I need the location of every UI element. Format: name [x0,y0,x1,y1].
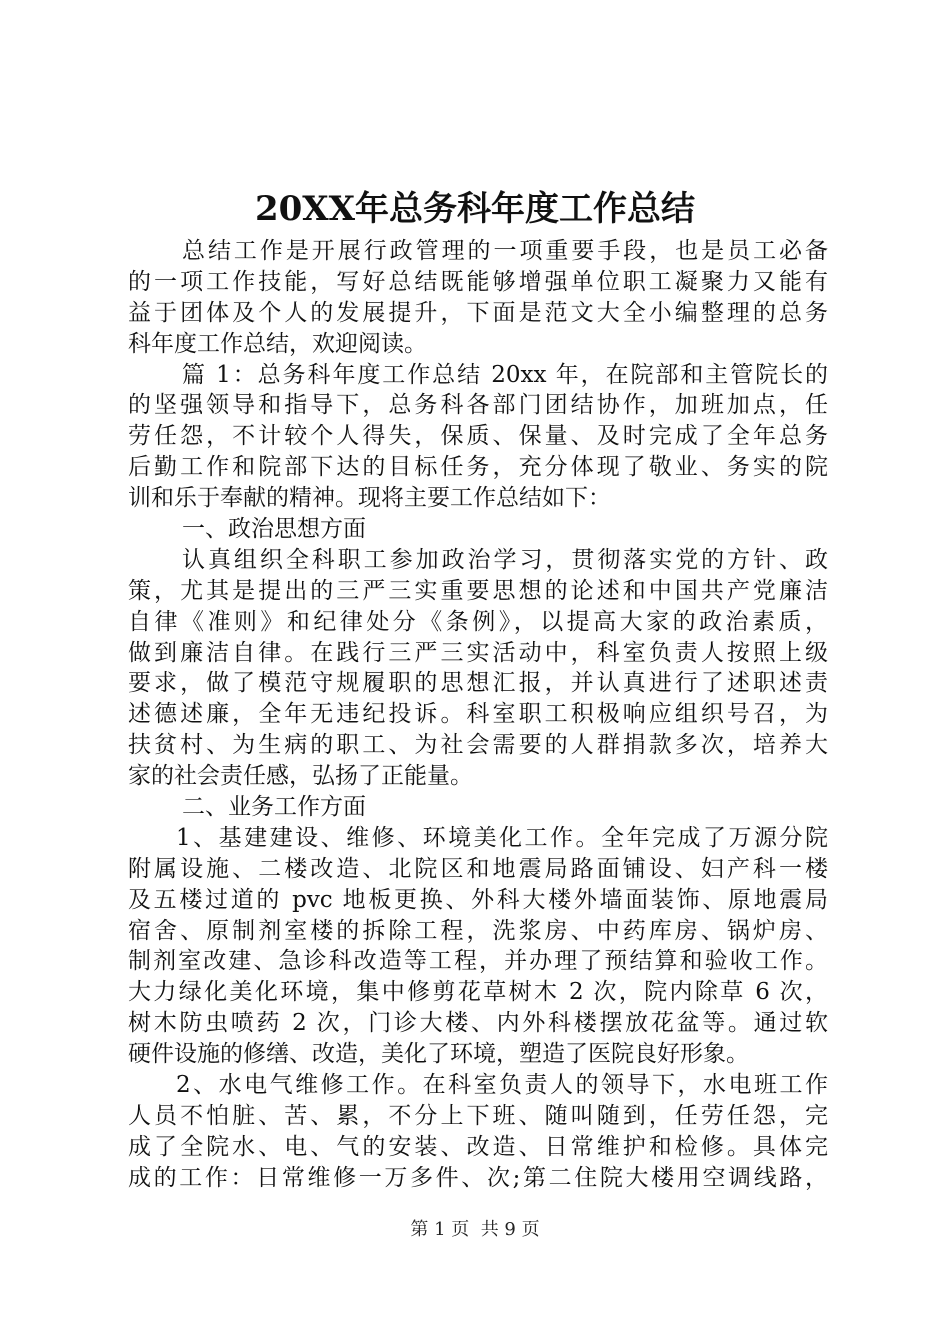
body-line: 扶贫村、为生病的职工、为社会需要的人群捐款多次，培养大 [128,732,828,759]
body-line: 益于团体及个人的发展提升，下面是范文大全小编整理的总务 [128,299,828,326]
body-line: 总结工作是开展行政管理的一项重要手段，也是员工必备 [182,238,828,264]
section-heading: 二、业务工作方面 [182,794,366,821]
document-title: 20XX年总务科年度工作总结 [254,189,696,229]
body-line: 2、水电气维修工作。在科室负责人的领导下，水电班工作 [176,1072,828,1099]
body-line: 要求，做了模范守规履职的思想汇报，并认真进行了述职述责 [128,670,828,697]
body-line: 宿舍、原制剂室楼的拆除工程，洗浆房、中药库房、锅炉房、 [128,917,828,944]
body-line: 成了全院水、电、气的安装、改造、日常维护和检修。具体完 [128,1133,828,1160]
body-line: 人员不怕脏、苦、累，不分上下班、随叫随到，任劳任怨，完 [128,1102,828,1129]
body-line: 做到廉洁自律。在践行三严三实活动中，科室负责人按照上级 [128,639,828,666]
page-number: 第 1 页 共 9 页 [410,1219,540,1240]
body-line: 附属设施、二楼改造、北院区和地震局路面铺设、妇产科一楼 [128,855,828,882]
body-line: 认真组织全科职工参加政治学习，贯彻落实党的方针、政 [182,546,828,573]
body-line: 1、基建建设、维修、环境美化工作。全年完成了万源分院 [176,824,828,851]
body-line: 策，尤其是提出的三严三实重要思想的论述和中国共产党廉洁 [128,577,828,604]
body-line: 述德述廉，全年无违纪投诉。科室职工积极响应组织号召，为 [128,701,828,728]
body-line: 后勤工作和院部下达的目标任务，充分体现了敬业、务实的院 [128,454,828,481]
body-line: 自律《准则》和纪律处分《条例》，以提高大家的政治素质， [128,608,828,635]
body-line: 及五楼过道的 pvc 地板更换、外科大楼外墙面装饰、原地震局 [128,886,828,913]
document-body [128,236,828,1194]
body-line: 的坚强领导和指导下，总务科各部门团结协作，加班加点，任 [128,392,828,419]
body-line: 的一项工作技能，写好总结既能够增强单位职工凝聚力又能有 [128,268,828,295]
body-line: 成的工作：日常维修一万多件、次;第二住院大楼用空调线路， [128,1164,828,1191]
body-line: 硬件设施的修缮、改造，美化了环境，塑造了医院良好形象。 [128,1041,749,1068]
body-line: 家的社会责任感，弘扬了正能量。 [128,763,473,790]
body-line: 篇 1：总务科年度工作总结 20xx 年，在院部和主管院长的 [182,361,828,388]
section-heading: 一、政治思想方面 [182,516,366,543]
body-line: 训和乐于奉献的精神。现将主要工作总结如下： [128,485,611,512]
body-line: 树木防虫喷药 2 次，门诊大楼、内外科楼摆放花盆等。通过软 [128,1010,828,1037]
body-line: 制剂室改建、急诊科改造等工程，并办理了预结算和验收工作。 [128,948,828,975]
body-line: 科年度工作总结，欢迎阅读。 [128,330,427,357]
body-line: 大力绿化美化环境，集中修剪花草树木 2 次，院内除草 6 次， [128,979,828,1006]
body-line: 劳任怨，不计较个人得失，保质、保量、及时完成了全年总务 [128,423,828,450]
